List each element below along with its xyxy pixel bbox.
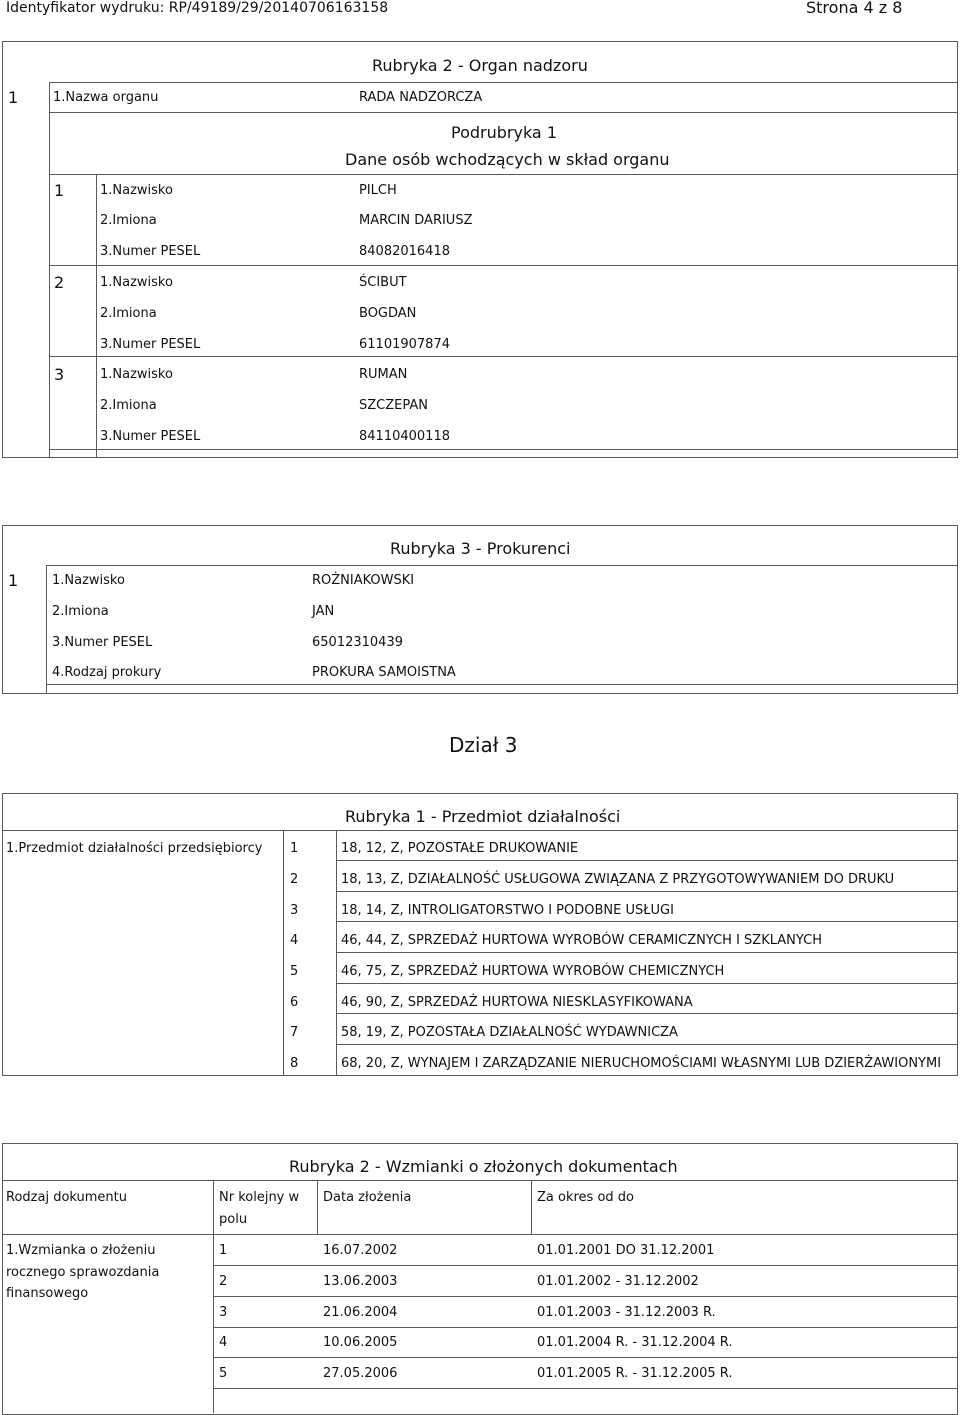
organ-bottom-line xyxy=(49,449,958,450)
przedmiot-row-text: 46, 90, Z, SPRZEDAŻ HURTOWA NIESKLASYFIKOWANA xyxy=(341,995,693,1010)
organ-title-line xyxy=(49,82,958,83)
przedmiot-row-text: 58, 19, Z, POZOSTAŁA DZIAŁALNOŚĆ WYDAWNICZA xyxy=(341,1025,678,1040)
przedmiot-row-num: 1 xyxy=(290,841,299,856)
person-sep-2 xyxy=(49,356,958,357)
wzmianki-col-divider xyxy=(531,1180,532,1234)
przedmiot-row-text: 18, 14, Z, INTROLIGATORSTWO I PODOBNE USŁUGI xyxy=(341,903,674,918)
doc-type-line-3: finansowego xyxy=(6,1286,89,1301)
person-surname-label: 1.Nazwisko xyxy=(100,367,173,382)
organ-index-divider xyxy=(49,82,50,458)
person-pesel-value: 84082016418 xyxy=(359,244,450,259)
page-number: Strona 4 z 8 xyxy=(806,0,903,17)
przedmiot-row-num: 7 xyxy=(290,1025,299,1040)
doc-type-line-2: rocznego sprawozdania xyxy=(6,1265,160,1280)
prokurent-names-label: 2.Imiona xyxy=(52,604,109,619)
przedmiot-row-text: 46, 44, Z, SPRZEDAŻ HURTOWA WYROBÓW CERAMICZNYCH I SZKLANYCH xyxy=(341,933,822,948)
przedmiot-label-divider xyxy=(283,830,284,1076)
przedmiot-row-num: 2 xyxy=(290,872,299,887)
person-pesel-label: 3.Numer PESEL xyxy=(100,429,201,444)
col-header-rodzaj: Rodzaj dokumentu xyxy=(6,1190,127,1205)
wzmianka-okres: 01.01.2002 - 31.12.2002 xyxy=(537,1274,699,1289)
wzmianka-nr: 3 xyxy=(219,1305,228,1320)
wzmianka-nr: 5 xyxy=(219,1366,228,1381)
wzmianki-title: Rubryka 2 - Wzmianki o złożonych dokumentach xyxy=(289,1157,678,1176)
przedmiot-row-text: 18, 12, Z, POZOSTAŁE DRUKOWANIE xyxy=(341,841,579,856)
przedmiot-row-sep xyxy=(336,1013,958,1014)
wzmianka-okres: 01.01.2004 R. - 31.12.2004 R. xyxy=(537,1335,733,1350)
organ-name-label: 1.Nazwa organu xyxy=(53,90,159,105)
organ-title: Rubryka 2 - Organ nadzoru xyxy=(372,56,588,75)
przedmiot-row-sep xyxy=(336,860,958,861)
persons-index-divider xyxy=(96,174,97,458)
wzmianka-data: 16.07.2002 xyxy=(323,1243,398,1258)
przedmiot-row-text: 68, 20, Z, WYNAJEM I ZARZĄDZANIE NIERUCHOMOŚCIAMI WŁASNYMI LUB DZIERŻAWIONYMI xyxy=(341,1056,942,1071)
subrubric-subtitle: Dane osób wchodzących w skład organu xyxy=(345,150,670,169)
wzmianka-nr: 1 xyxy=(219,1243,228,1258)
organ-name-value: RADA NADZORCZA xyxy=(359,90,483,105)
przedmiot-row-text: 46, 75, Z, SPRZEDAŻ HURTOWA WYROBÓW CHEMICZNYCH xyxy=(341,964,725,979)
person-index: 3 xyxy=(54,365,65,384)
prokurent-pesel-label: 3.Numer PESEL xyxy=(52,635,153,650)
wzmianka-okres: 01.01.2005 R. - 31.12.2005 R. xyxy=(537,1366,733,1381)
person-names-value: SZCZEPAN xyxy=(359,398,428,413)
prokurenci-title: Rubryka 3 - Prokurenci xyxy=(390,539,571,558)
person-names-value: MARCIN DARIUSZ xyxy=(359,213,473,228)
przedmiot-label: 1.Przedmiot działalności przedsiębiorcy xyxy=(6,841,263,856)
przedmiot-row-sep xyxy=(336,891,958,892)
col-header-okres: Za okres od do xyxy=(537,1190,634,1205)
wzmianki-row-sep xyxy=(213,1327,958,1328)
przedmiot-num-divider xyxy=(336,830,337,1076)
prokurent-type-value: PROKURA SAMOISTNA xyxy=(312,665,456,680)
wzmianka-data: 10.06.2005 xyxy=(323,1335,398,1350)
wzmianki-title-line xyxy=(2,1180,958,1181)
wzmianki-row-sep xyxy=(213,1357,958,1358)
prokurent-surname-value: ROŻNIAKOWSKI xyxy=(312,573,415,588)
person-pesel-value: 84110400118 xyxy=(359,429,450,444)
prokurent-pesel-value: 65012310439 xyxy=(312,635,403,650)
wzmianka-nr: 2 xyxy=(219,1274,228,1289)
person-surname-label: 1.Nazwisko xyxy=(100,275,173,290)
subrubric-title: Podrubryka 1 xyxy=(451,123,557,142)
doc-type-line-1: 1.Wzmianka o złożeniu xyxy=(6,1243,156,1258)
col-header-nr-2: polu xyxy=(219,1212,248,1227)
wzmianki-row-sep xyxy=(213,1388,958,1389)
organ-name-line xyxy=(49,112,958,113)
przedmiot-row-num: 3 xyxy=(290,903,299,918)
wzmianka-data: 27.05.2006 xyxy=(323,1366,398,1381)
dzial-title: Dział 3 xyxy=(449,733,518,757)
wzmianki-col-divider xyxy=(317,1180,318,1234)
organ-index: 1 xyxy=(8,88,19,107)
person-surname-value: PILCH xyxy=(359,183,397,198)
person-names-label: 2.Imiona xyxy=(100,398,157,413)
przedmiot-row-num: 5 xyxy=(290,964,299,979)
wzmianka-nr: 4 xyxy=(219,1335,228,1350)
person-names-value: BOGDAN xyxy=(359,306,417,321)
przedmiot-row-text: 18, 13, Z, DZIAŁALNOŚĆ USŁUGOWA ZWIĄZANA Z PRZYGOTOWYWANIEM DO DRUKU xyxy=(341,872,895,887)
person-names-label: 2.Imiona xyxy=(100,213,157,228)
wzmianki-header-line xyxy=(2,1234,958,1235)
przedmiot-row-sep xyxy=(336,983,958,984)
col-header-data: Data złożenia xyxy=(323,1190,412,1205)
przedmiot-row-num: 6 xyxy=(290,995,299,1010)
przedmiot-title-line xyxy=(2,830,958,831)
wzmianki-row-sep xyxy=(213,1296,958,1297)
person-pesel-value: 61101907874 xyxy=(359,337,450,352)
wzmianka-okres: 01.01.2003 - 31.12.2003 R. xyxy=(537,1305,716,1320)
person-index: 2 xyxy=(54,273,65,292)
subrubric-line xyxy=(49,174,958,175)
przedmiot-row-sep xyxy=(336,921,958,922)
prokurent-type-label: 4.Rodzaj prokury xyxy=(52,665,162,680)
wzmianka-okres: 01.01.2001 DO 31.12.2001 xyxy=(537,1243,715,1258)
person-surname-value: RUMAN xyxy=(359,367,408,382)
prokurent-index: 1 xyxy=(8,571,19,590)
person-index: 1 xyxy=(54,181,65,200)
wzmianka-data: 21.06.2004 xyxy=(323,1305,398,1320)
col-header-nr: Nr kolejny w xyxy=(219,1190,300,1205)
przedmiot-row-num: 4 xyxy=(290,933,299,948)
person-pesel-label: 3.Numer PESEL xyxy=(100,337,201,352)
person-names-label: 2.Imiona xyxy=(100,306,157,321)
person-pesel-label: 3.Numer PESEL xyxy=(100,244,201,259)
wzmianki-row-sep xyxy=(213,1265,958,1266)
person-surname-value: ŚCIBUT xyxy=(359,275,407,290)
przedmiot-row-sep xyxy=(336,952,958,953)
wzmianka-data: 13.06.2003 xyxy=(323,1274,398,1289)
prokurenci-title-line xyxy=(46,565,958,566)
print-identifier: Identyfikator wydruku: RP/49189/29/20140706163158 xyxy=(6,0,389,16)
prokurenci-index-divider xyxy=(46,565,47,694)
person-surname-label: 1.Nazwisko xyxy=(100,183,173,198)
przedmiot-row-sep xyxy=(336,1044,958,1045)
prokurent-names-value: JAN xyxy=(312,604,335,619)
prokurent-surname-label: 1.Nazwisko xyxy=(52,573,125,588)
person-sep-1 xyxy=(49,265,958,266)
przedmiot-title: Rubryka 1 - Przedmiot działalności xyxy=(345,807,621,826)
prokurenci-bottom-line xyxy=(46,684,958,685)
przedmiot-row-num: 8 xyxy=(290,1056,299,1071)
